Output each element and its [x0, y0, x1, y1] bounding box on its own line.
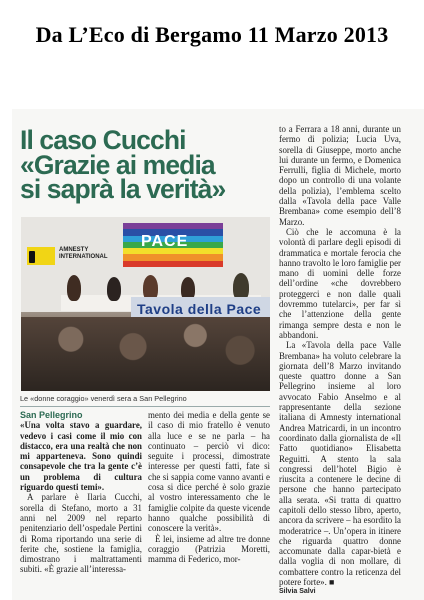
audience-crowd [21, 317, 270, 391]
article-headline [20, 125, 270, 204]
caption-divider [20, 406, 270, 407]
article-column-right [279, 124, 401, 598]
speaker-figure [67, 275, 81, 301]
table-banner: Tavola della Pace [131, 297, 270, 323]
photo-caption: Le «donne coraggio» venerdì sera a San Pellegrino [20, 394, 187, 403]
headline-line-2: «Grazie ai media [20, 149, 215, 180]
article-paragraph: È lei, insieme ad altre tre donne coraggio (Patrizia Moretti, mamma di Federico, mor- [148, 533, 270, 565]
speaker-figure [107, 277, 121, 301]
newspaper-source-banner: Da L’Eco di Bergamo 11 Marzo 2013 [35, 22, 389, 47]
article-paragraph: La «Tavola della pace Valle Brembana» ha voluto celebrare la giornata dell’8 Marzo invitando queste quattro donne a San Pellegrino insieme al loro avvocato Fabio Anselmo e al rappresentante della sezione italiana di Amnesty international Andrea Matricardi, in un incontro coordinato dalla giornalista de «Il Fatto quotidiano» Elisabetta Reguitti. A stento la sala congressi dell’hotel Bigio è riuscita a contenere le decine di persone che hanno partecipato alla serata. «Si tratta di quattro capitoli dello stesso libro, aperto, ancora da scrivere – ha esordito la moderatrice –. Un’opera in itinere che riguarda quattro donne accomunate dalla capar-bietà e dalla voglia di non mollare, di combattere contro la reticenza del potere forte». ■ [279, 340, 401, 588]
article-paragraph: Ciò che le accomuna è la volontà di parlare degli episodi di drammatica e mortale ferocia che hanno travolto le loro famiglie per mano di uomini delle forze dell’ordine «che dovrebbero proteggerci e non dalle quali dovremmo tutelarci», per far sì che l’attenzione della gente rimanga sempre desta e non le abbandoni. [279, 226, 401, 340]
article-column-middle [148, 410, 270, 564]
headline-line-1: Il caso Cucchi [20, 125, 186, 155]
article-paragraph: to a Ferrara a 18 anni, durante un fermo di polizia; Lucia Uva, sorella di Giuseppe, morto anche lui durante un fermo, e Domenica Ferrulli, figlia di Michele, morto dopo un controllo di una volante della polizia), l’emblema scelto dalla «Tavola della pace Valle Brembana» come esempio dell’8 Marzo. [279, 124, 401, 227]
amnesty-logo-text: AMNESTY INTERNATIONAL [59, 247, 108, 260]
article-paragraph: mento dei media e della gente se il caso di mio fratello è venuto alla luce e se ne parla – ha continuato – perciò vi dico: seguite i processi, dimostrate interesse per questi fatti, fate sì che si sappia come vanno avanti e cosa si dice perché è solo grazie al vostro interessamento che le famiglie colpite da queste vicende hanno qualche possibilità di conoscere la verità». [148, 410, 270, 534]
peace-flag-word: PACE [141, 233, 189, 250]
candle-icon [29, 251, 35, 263]
article-paragraph: A parlare è Ilaria Cucchi, sorella di Stefano, morto a 31 anni nel 2009 nel reparto penitenziario dell’ospedale Pertini di Roma riportando una serie di ferite che, sostiene la famiglia, dimostrano i maltrattamenti subiti. «È grazie all’interessa- [20, 492, 142, 575]
headline-line-3: si saprà la verità» [20, 174, 226, 204]
article-location: San Pellegrino [20, 410, 83, 420]
article-signature: Silvia Salvi [279, 588, 316, 596]
article-paragraph: «Una volta stavo a guardare, vedevo i casi come il mio con distacco, era una realtà che non mi apparteneva. Sono quindi consapevole che tra la gente c’è un problema di cultura riguardo questi temi». [20, 420, 142, 493]
article-photo [21, 217, 270, 391]
article-column-left [20, 410, 142, 575]
